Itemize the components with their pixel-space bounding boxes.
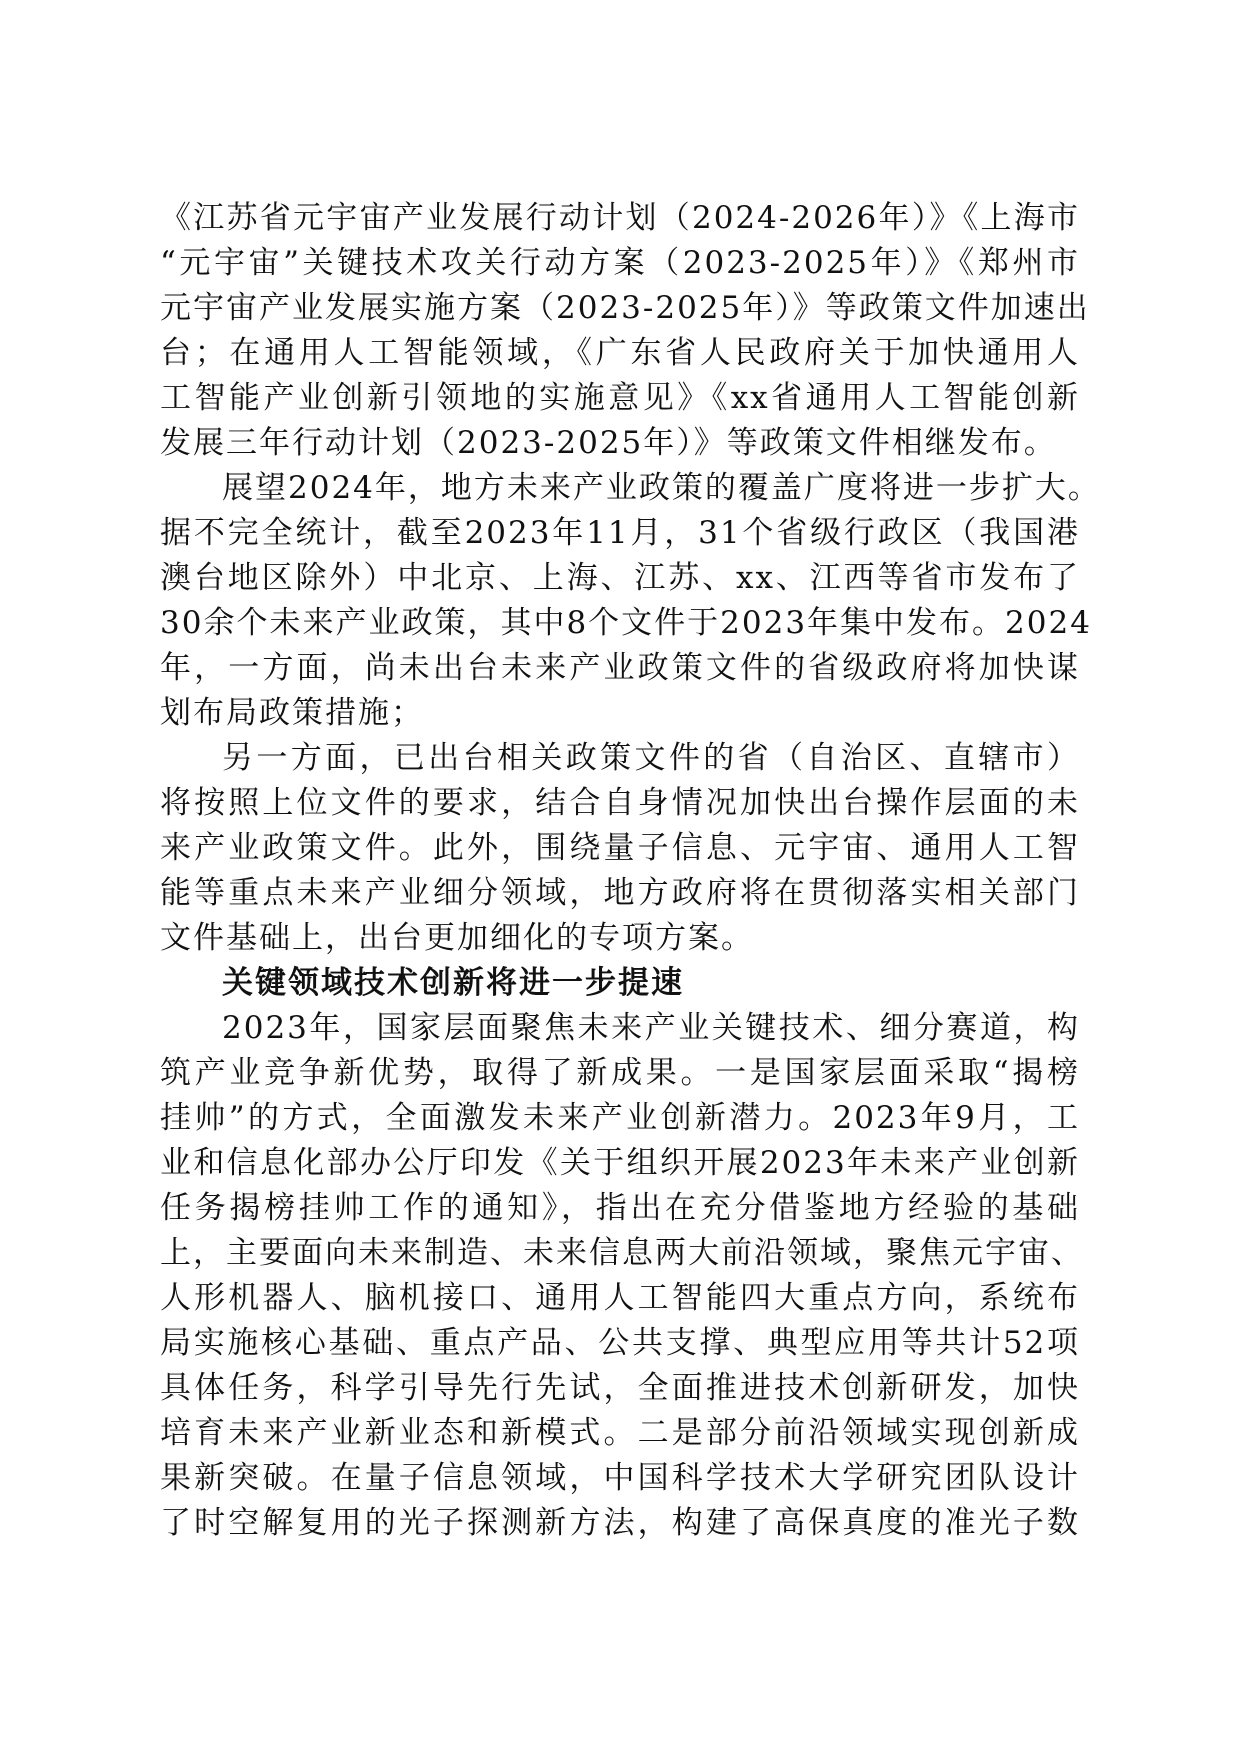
paragraph-line: 《江苏省元宇宙产业发展行动计划（2024-2026年）》《上海市 (160, 200, 1080, 236)
paragraph-line: 2023年，国家层面聚焦未来产业关键技术、细分赛道，构 (222, 1010, 1080, 1046)
paragraph-line: 文件基础上，出台更加细化的专项方案。 (160, 920, 754, 956)
paragraph-line: 挂帅”的方式，全面激发未来产业创新潜力。2023年9月，工 (160, 1100, 1080, 1136)
paragraph-line: 筑产业竞争新优势，取得了新成果。一是国家层面采取“揭榜 (160, 1055, 1080, 1091)
paragraph-line: 人形机器人、脑机接口、通用人工智能四大重点方向，系统布 (160, 1280, 1080, 1316)
paragraph-line: 据不完全统计，截至2023年11月，31个省级行政区（我国港 (160, 515, 1080, 551)
paragraph-line: 30余个未来产业政策，其中8个文件于2023年集中发布。2024 (160, 605, 1092, 641)
paragraph-line: 业和信息化部办公厅印发《关于组织开展2023年未来产业创新 (160, 1145, 1080, 1181)
paragraph-line: 发展三年行动计划（2023-2025年）》等政策文件相继发布。 (160, 425, 1057, 461)
paragraph-line: 果新突破。在量子信息领域，中国科学技术大学研究团队设计 (160, 1460, 1080, 1496)
paragraph-line: 具体任务，科学引导先行先试，全面推进技术创新研发，加快 (160, 1370, 1080, 1406)
paragraph-line: “元宇宙”关键技术攻关行动方案（2023-2025年）》《郑州市 (160, 245, 1080, 281)
paragraph-line: 来产业政策文件。此外，围绕量子信息、元宇宙、通用人工智 (160, 830, 1080, 866)
paragraph-line: 任务揭榜挂帅工作的通知》，指出在充分借鉴地方经验的基础 (160, 1190, 1080, 1226)
paragraph-line: 另一方面，已出台相关政策文件的省（自治区、直辖市） (222, 740, 1080, 776)
paragraph-line: 澳台地区除外）中北京、上海、江苏、xx、江西等省市发布了 (160, 560, 1080, 596)
paragraph-line: 了时空解复用的光子探测新方法，构建了高保真度的准光子数 (160, 1505, 1080, 1541)
section-heading: 关键领域技术创新将进一步提速 (222, 965, 684, 1001)
paragraph-line: 年，一方面，尚未出台未来产业政策文件的省级政府将加快谋 (160, 650, 1080, 686)
paragraph-line: 展望2024年，地方未来产业政策的覆盖广度将进一步扩大。 (222, 470, 1101, 506)
paragraph-line: 划布局政策措施； (160, 695, 424, 731)
paragraph-line: 培育未来产业新业态和新模式。二是部分前沿领域实现创新成 (160, 1415, 1080, 1451)
document-page (160, 196, 1101, 1546)
paragraph-line: 台；在通用人工智能领域，《广东省人民政府关于加快通用人 (160, 335, 1080, 371)
paragraph-line: 元宇宙产业发展实施方案（2023-2025年）》等政策文件加速出 (160, 290, 1090, 326)
paragraph-line: 将按照上位文件的要求，结合自身情况加快出台操作层面的未 (160, 785, 1080, 821)
paragraph-line: 局实施核心基础、重点产品、公共支撑、典型应用等共计52项 (160, 1325, 1080, 1361)
paragraph-line: 上，主要面向未来制造、未来信息两大前沿领域，聚焦元宇宙、 (160, 1235, 1084, 1271)
paragraph-line: 能等重点未来产业细分领域，地方政府将在贯彻落实相关部门 (160, 875, 1080, 911)
paragraph-line: 工智能产业创新引领地的实施意见》《xx省通用人工智能创新 (160, 380, 1080, 416)
